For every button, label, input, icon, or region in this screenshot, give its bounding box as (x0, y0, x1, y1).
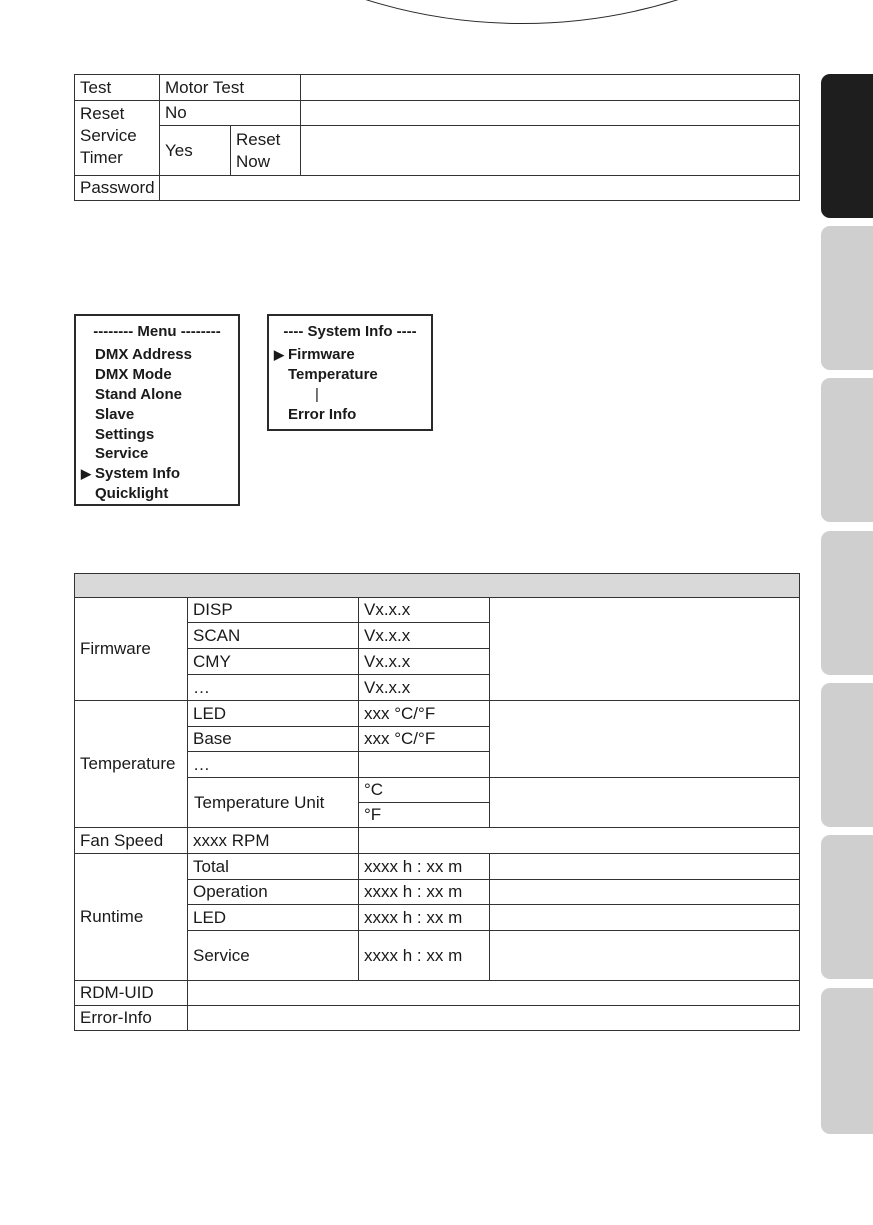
empty-cell (188, 981, 800, 1006)
submenu-item-error-info[interactable]: Error Info (288, 406, 357, 423)
label-line: Reset (236, 129, 281, 149)
system-info-title: ---- System Info ---- (283, 323, 417, 340)
runtime-value: xxxx h : xx m (359, 931, 490, 981)
runtime-name: LED (188, 905, 359, 931)
header-cell (75, 574, 800, 598)
table-row (75, 981, 800, 1006)
temperature-label: Temperature (75, 701, 188, 828)
motor-test-value: Motor Test (160, 75, 301, 101)
system-info-table (74, 573, 800, 1031)
menu-item-settings[interactable]: Settings (95, 426, 155, 443)
reset-now-option (231, 126, 301, 176)
empty-cell (490, 854, 800, 880)
table-row (75, 75, 800, 101)
label-line: Service (80, 126, 137, 145)
empty-cell (490, 701, 800, 778)
table-row (75, 101, 800, 126)
menu-item-service[interactable]: Service (95, 445, 149, 462)
firmware-label: Firmware (75, 598, 188, 701)
fan-speed-value: xxxx RPM (188, 828, 359, 854)
temperature-value: xxx °C/°F (359, 701, 490, 727)
table-row (75, 126, 800, 176)
label-line: Timer (80, 148, 123, 167)
runtime-name: Service (188, 931, 359, 981)
table-row (75, 854, 800, 880)
option-no: No (160, 101, 301, 126)
table-row (75, 176, 800, 201)
error-info-label: Error-Info (75, 1006, 188, 1031)
menu-item-dmx-address[interactable]: DMX Address (95, 346, 192, 363)
temperature-unit-label: Temperature Unit (188, 778, 359, 828)
empty-cell (160, 176, 800, 201)
table-row (75, 828, 800, 854)
menu-item-system-info[interactable]: System Info (95, 465, 181, 482)
empty-cell (359, 828, 800, 854)
menu-item-dmx-mode[interactable]: DMX Mode (95, 366, 172, 383)
runtime-value: xxxx h : xx m (359, 905, 490, 931)
empty-cell (301, 126, 800, 176)
side-tab-5[interactable] (821, 683, 873, 827)
rdm-uid-label: RDM-UID (75, 981, 188, 1006)
submenu-item-firmware[interactable]: Firmware (288, 346, 355, 363)
service-settings-table (74, 74, 800, 201)
empty-cell (490, 778, 800, 828)
test-label: Test (75, 75, 160, 101)
runtime-name: Total (188, 854, 359, 880)
reset-service-timer-label (75, 101, 160, 176)
side-tab-active[interactable] (821, 74, 873, 218)
side-tab-4[interactable] (821, 531, 873, 675)
empty-cell (188, 1006, 800, 1031)
submenu-item-temperature[interactable]: Temperature (288, 366, 378, 383)
empty-cell (490, 905, 800, 931)
unit-option-fahrenheit: °F (359, 803, 490, 828)
runtime-value: xxxx h : xx m (359, 854, 490, 880)
temperature-sensor-name: Base (188, 727, 359, 752)
menu-item-stand-alone[interactable]: Stand Alone (95, 386, 182, 403)
option-yes: Yes (160, 126, 231, 176)
submenu-continuation-mark: | (315, 386, 319, 403)
label-line: Reset (80, 104, 125, 123)
empty-cell (301, 101, 800, 126)
selection-pointer-icon: ▶ (274, 347, 284, 362)
label-line: Now (236, 151, 271, 171)
table-row (75, 598, 800, 623)
selection-pointer-icon: ▶ (81, 466, 91, 481)
table-row (75, 1006, 800, 1031)
temperature-sensor-name: … (188, 752, 359, 778)
runtime-label: Runtime (75, 854, 188, 981)
table-header-row (75, 574, 800, 598)
menu-display (74, 314, 240, 506)
firmware-version: Vx.x.x (359, 598, 490, 623)
empty-cell (490, 880, 800, 905)
firmware-version: Vx.x.x (359, 675, 490, 701)
firmware-name: … (188, 675, 359, 701)
menu-item-slave[interactable]: Slave (95, 406, 135, 423)
firmware-name: CMY (188, 649, 359, 675)
empty-cell (490, 598, 800, 701)
empty-cell (301, 75, 800, 101)
menu-item-quicklight[interactable]: Quicklight (95, 485, 169, 502)
runtime-value: xxxx h : xx m (359, 880, 490, 905)
side-tab-6[interactable] (821, 835, 873, 979)
side-tab-3[interactable] (821, 378, 873, 522)
side-tab-7[interactable] (821, 988, 873, 1134)
menu-title: -------- Menu -------- (93, 323, 221, 340)
temperature-value: xxx °C/°F (359, 727, 490, 752)
side-tab-2[interactable] (821, 226, 873, 370)
runtime-name: Operation (188, 880, 359, 905)
firmware-name: DISP (188, 598, 359, 623)
temperature-sensor-name: LED (188, 701, 359, 727)
fan-speed-label: Fan Speed (75, 828, 188, 854)
password-label: Password (75, 176, 160, 201)
system-info-display (267, 314, 433, 431)
firmware-version: Vx.x.x (359, 623, 490, 649)
firmware-name: SCAN (188, 623, 359, 649)
firmware-version: Vx.x.x (359, 649, 490, 675)
table-row (75, 701, 800, 727)
unit-option-celsius: °C (359, 778, 490, 803)
page-arc-decoration (0, 0, 873, 24)
empty-cell (490, 931, 800, 981)
temperature-value (359, 752, 490, 778)
